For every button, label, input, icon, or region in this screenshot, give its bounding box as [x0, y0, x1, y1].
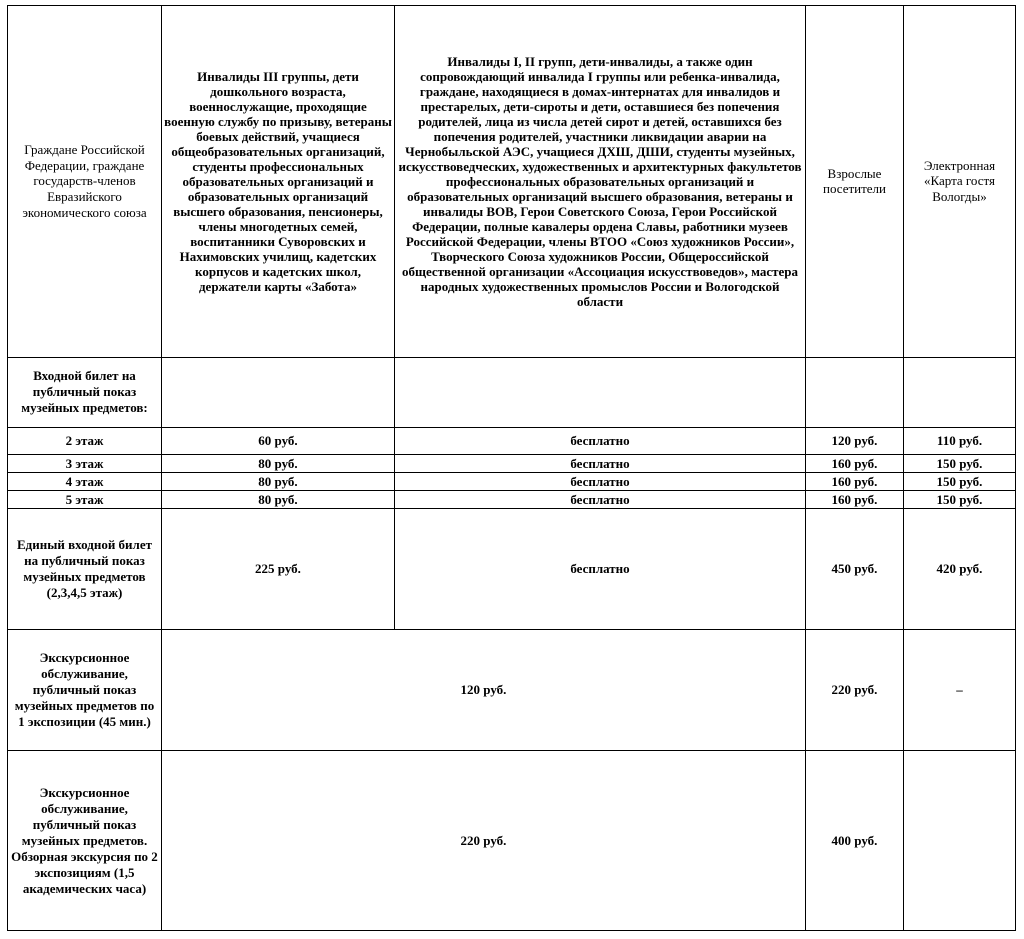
price-group12: бесплатно: [395, 427, 806, 454]
price-group3: 60 руб.: [162, 427, 395, 454]
header-card: Электронная «Карта гостя Вологды»: [904, 6, 1016, 358]
price-group3: 225 руб.: [162, 509, 395, 630]
price-group12: бесплатно: [395, 491, 806, 509]
price-adults: 120 руб.: [806, 427, 904, 454]
excursion-one-label: Экскурсионное обслуживание, публичный показ музейных предметов по 1 экспозиции (45 мин.): [8, 629, 162, 751]
header-row: [8, 6, 1016, 358]
price-group12: бесплатно: [395, 473, 806, 491]
excursion-two-label: Экскурсионное обслуживание, публичный показ музейных предметов. Обзорная экскурсия по 2 экспозициям (1,5 академических часа): [8, 751, 162, 931]
table-row: [8, 751, 1016, 931]
price-group3: 80 руб.: [162, 491, 395, 509]
price-table: [7, 5, 1016, 931]
floor-label: 4 этаж: [8, 473, 162, 491]
price-benefit: 220 руб.: [162, 751, 806, 931]
price-adults: 160 руб.: [806, 491, 904, 509]
ticket-empty-cell: [904, 357, 1016, 427]
price-card: 150 руб.: [904, 491, 1016, 509]
table-row: [8, 509, 1016, 630]
ticket-label: Входной билет на публичный показ музейных предметов:: [8, 357, 162, 427]
price-benefit: 120 руб.: [162, 629, 806, 751]
price-adults: 400 руб.: [806, 751, 904, 931]
header-group3: Инвалиды III группы, дети дошкольного возраста, военнослужащие, проходящие военную службу по призыву, ветераны боевых действий, учащиеся общеобразовательных организаций, студенты профессиональных образовательных организаций и образовательных организаций высшего образования, пенсионеры, члены многодетных семей, воспитанники Суворовских и Нахимовских училищ, кадетских корпусов и кадетских школ, держатели карты «Забота»: [162, 6, 395, 358]
ticket-empty-cell: [395, 357, 806, 427]
table-row: [8, 427, 1016, 454]
price-card: 150 руб.: [904, 454, 1016, 472]
single-ticket-label: Единый входной билет на публичный показ музейных предметов (2,3,4,5 этаж): [8, 509, 162, 630]
price-card: 420 руб.: [904, 509, 1016, 630]
table-row: [8, 629, 1016, 751]
ticket-empty-cell: [806, 357, 904, 427]
header-group12: Инвалиды I, II групп, дети-инвалиды, а также один сопровождающий инвалида I группы или ребенка-инвалида, граждане, находящиеся в домах-интернатах для инвалидов и престарелых, дети-сироты и дети, оставшиеся без попечения родителей, лица из числа детей сирот и детей, оставшихся без попечения родителей, участники ликвидации аварии на Чернобыльской АЭС, учащиеся ДХШ, ДШИ, студенты музейных, искусствоведческих, художественных и архитектурных факультетов профессиональных образовательных организаций и образовательных организаций высшего образования, ветераны и инвалиды ВОВ, Герои Советского Союза, Герои Российской Федерации, полные кавалеры ордена Славы, работники музеев Российской Федерации, члены ВТОО «Союз художников России», Творческого Союза художников России, Общероссийской общественной организации «Ассоциация искусствоведов», мастера народных художественных промыслов России и Вологодской области: [395, 6, 806, 358]
ticket-section-row: [8, 357, 1016, 427]
floor-label: 3 этаж: [8, 454, 162, 472]
header-citizens: Граждане Российской Федерации, граждане государств-членов Евразийского экономического союза: [8, 6, 162, 358]
price-card: –: [904, 629, 1016, 751]
floor-label: 2 этаж: [8, 427, 162, 454]
price-adults: 160 руб.: [806, 473, 904, 491]
table-row: [8, 454, 1016, 472]
price-card: 150 руб.: [904, 473, 1016, 491]
ticket-empty-cell: [162, 357, 395, 427]
price-group12: бесплатно: [395, 454, 806, 472]
table-row: [8, 491, 1016, 509]
price-card: 110 руб.: [904, 427, 1016, 454]
price-group3: 80 руб.: [162, 473, 395, 491]
price-adults: 450 руб.: [806, 509, 904, 630]
price-adults: 160 руб.: [806, 454, 904, 472]
price-group12: бесплатно: [395, 509, 806, 630]
header-adults: Взрослые посетители: [806, 6, 904, 358]
price-card: [904, 751, 1016, 931]
floor-label: 5 этаж: [8, 491, 162, 509]
table-row: [8, 473, 1016, 491]
price-group3: 80 руб.: [162, 454, 395, 472]
price-adults: 220 руб.: [806, 629, 904, 751]
